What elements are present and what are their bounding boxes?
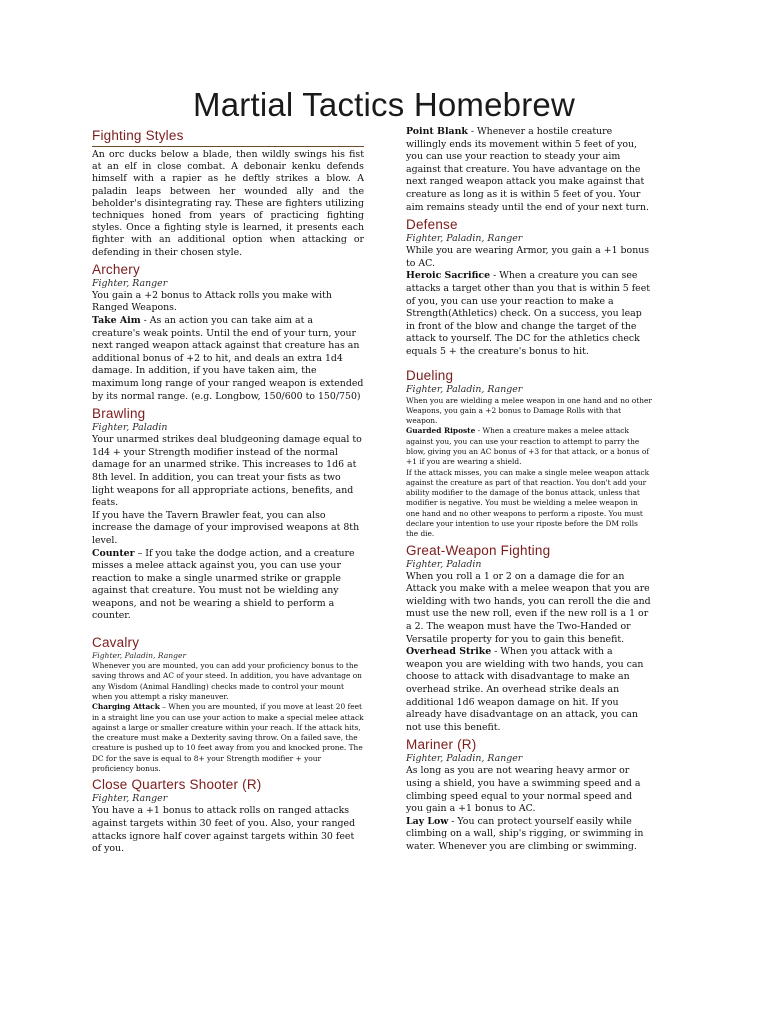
defense-classes: Fighter, Paladin, Ranger: [406, 233, 523, 245]
fighting-styles-intro: An orc ducks below a blade, then wildly swings his fist at an elf in close combat. A debonair kenku defends himself with a rapier as he deftly strikes a blow. A paladin leaps between her wounded ally and the beholder's disintegrating ray. These are fighters utilizing techniques honed from years of practicing fighting styles. Once a fighting style is learned, it presents each fighter with an additional option when attacking or defending in their chosen style.: [92, 149, 364, 258]
guarded-riposte-feature: [406, 426, 652, 467]
right-column: [406, 126, 652, 934]
counter-text: – If you take the dodge action, and a creature misses a melee attack against you, you can use your reaction to make a single unarmed strike or grapple against that creature. You must not be wielding any weapons, and not be wearing a shield to perform a counter.: [92, 547, 355, 622]
counter-name: Counter: [92, 547, 135, 559]
brawling-heading: Brawling: [92, 406, 146, 422]
dueling-classes: Fighter, Paladin, Ranger: [406, 383, 523, 395]
close-quarters-classes: Fighter, Ranger: [92, 793, 168, 805]
fighting-styles-heading: Fighting Styles: [92, 128, 364, 147]
dueling-text-2: If the attack misses, you can make a single melee weapon attack against the creature as part of that reaction. You don't add your ability modifier to the damage of the bonus attack, unless that modifier is negative. You must be wielding a melee weapon in one hand and no other weapons to perform a riposte. You must declare your intention to use your riposte before the DM rolls the die.: [406, 467, 650, 539]
close-quarters-text: You have a +1 bonus to attack rolls on ranged attacks against targets within 30 feet of you. Also, your ranged attacks ignore half cover against targets within 30 feet of you.: [92, 805, 356, 855]
charging-attack-feature: [92, 702, 364, 774]
lay-low-feature: [406, 816, 652, 854]
charging-attack-text: – When you are mounted, if you move at least 20 feet in a straight line you can use your action to make a special melee attack against a large or smaller creature within your reach. If the attack hits, the creature must make a Dexterity saving throw. On a failed save, the creature is pushed up to 10 feet away from you and knocked prone. The DC for the save is equal to 8+ your Strength modifier + your proficiency bonus.: [92, 702, 364, 774]
dueling-text: When you are wielding a melee weapon in one hand and no other Weapons, you gain a +2 bonus to Damage Rolls with that weapon.: [406, 395, 652, 426]
take-aim-name: Take Aim: [92, 315, 141, 327]
great-weapon-heading: Great-Weapon Fighting: [406, 542, 551, 558]
cavalry-text: Whenever you are mounted, you can add your proficiency bonus to the saving throws and AC of your steed. In addition, you have advantage on any Wisdom (Animal Handling) checks made to control your mount when you attempt a risky maneuver.: [92, 661, 362, 701]
great-weapon-classes: Fighter, Paladin: [406, 558, 482, 570]
counter-feature: [92, 548, 364, 624]
guarded-riposte-text: - When a creature makes a melee attack against you, you can use your reaction to attempt to parry the blow, giving you an AC bonus of +3 for that attack, or a bonus of +1 if you are wearing a shield.: [406, 426, 650, 467]
lay-low-text: - You can protect yourself easily while climbing on a wall, ship's rigging, or swimming in water. Whenever you are climbing or swimming.: [406, 815, 644, 852]
point-blank-text: - Whenever a hostile creature willingly ends its movement within 5 feet of you, you can use your reaction to steady your aim against that creature. You have advantage on the next ranged weapon attack you make against that creature as long as it is within 5 feet of you. Your aim remains steady until the end of your next turn.: [406, 126, 649, 213]
defense-text: While you are wearing Armor, you gain a +1 bonus to AC.: [406, 245, 650, 269]
guarded-riposte-name: Guarded Riposte: [406, 426, 476, 436]
archery-text: You gain a +2 bonus to Attack rolls you make with Ranged Weapons.: [92, 289, 332, 314]
cavalry-classes: Fighter, Paladin, Ranger: [92, 651, 187, 661]
brawling-text: Your unarmed strikes deal bludgeoning damage equal to 1d4 + your Strength modifier instead of the normal damage for an unarmed strike. This increases to 1d6 at 8th level. In addition, you can treat your fists as two light weapons for all appropriate actions, benefits, and feats.: [92, 434, 362, 509]
point-blank-feature: [406, 126, 652, 214]
point-blank-name: Point Blank: [406, 126, 468, 137]
mariner-classes: Fighter, Paladin, Ranger: [406, 753, 523, 765]
left-column: [92, 128, 364, 940]
archery-classes: Fighter, Ranger: [92, 277, 168, 289]
archery-heading: Archery: [92, 261, 140, 277]
page-title: Martial Tactics Homebrew: [193, 86, 575, 123]
mariner-heading: Mariner (R): [406, 737, 477, 753]
charging-attack-name: Charging Attack: [92, 702, 160, 712]
heroic-sacrifice-feature: [406, 270, 652, 358]
overhead-strike-text: - When you attack with a weapon you are wielding with two hands, you can choose to attack with disadvantage to make an overhead strike. An overhead strike deals an additional 1d6 weapon damage on hit. If you already have disadvantage on an attack, you can not use this benefit.: [406, 646, 644, 733]
take-aim-feature: [92, 315, 364, 403]
close-quarters-heading: Close Quarters Shooter (R): [92, 777, 262, 793]
mariner-text: As long as you are not wearing heavy armor or using a shield, you have a swimming speed and a climbing speed equal to your normal speed and you gain a +1 bonus to AC.: [406, 765, 641, 815]
dueling-heading: Dueling: [406, 367, 454, 383]
heroic-sacrifice-name: Heroic Sacrifice: [406, 270, 491, 282]
cavalry-heading: Cavalry: [92, 635, 140, 651]
brawling-classes: Fighter, Paladin: [92, 422, 168, 434]
defense-heading: Defense: [406, 217, 458, 233]
lay-low-name: Lay Low: [406, 815, 449, 827]
heroic-sacrifice-text: - When a creature you can see attacks a target other than you that is within 5 feet of you, you can use your reaction to make a Strength(Athletics) check. On a success, you leap in front of the blow and change the target of the attack to yourself. The DC for the athletics check equals 5 + the creature's bonus to hit.: [406, 270, 651, 357]
take-aim-text: - As an action you can take aim at a creature's weak points. Until the end of your turn, your next ranged weapon attack against that creature has an additional bonus of +2 to hit, and deals an extra 1d4 damage. In addition, if you have taken aim, the maximum long range of your ranged weapon is extended by its normal range. (e.g. Longbow, 150/600 to 150/750): [92, 315, 364, 402]
brawling-text-2: If you have the Tavern Brawler feat, you can also increase the damage of your improvised weapons at 8th level.: [92, 509, 360, 546]
overhead-strike-name: Overhead Strike: [406, 646, 492, 658]
overhead-strike-feature: [406, 646, 652, 734]
great-weapon-text: When you roll a 1 or 2 on a damage die for an Attack you make with a melee weapon that you are wielding with two hands, you can reroll the die and must use the new roll, even if the new roll is a 1 or a 2. The weapon must have the Two-Handed or Versatile property for you to gain this benefit.: [406, 570, 651, 645]
